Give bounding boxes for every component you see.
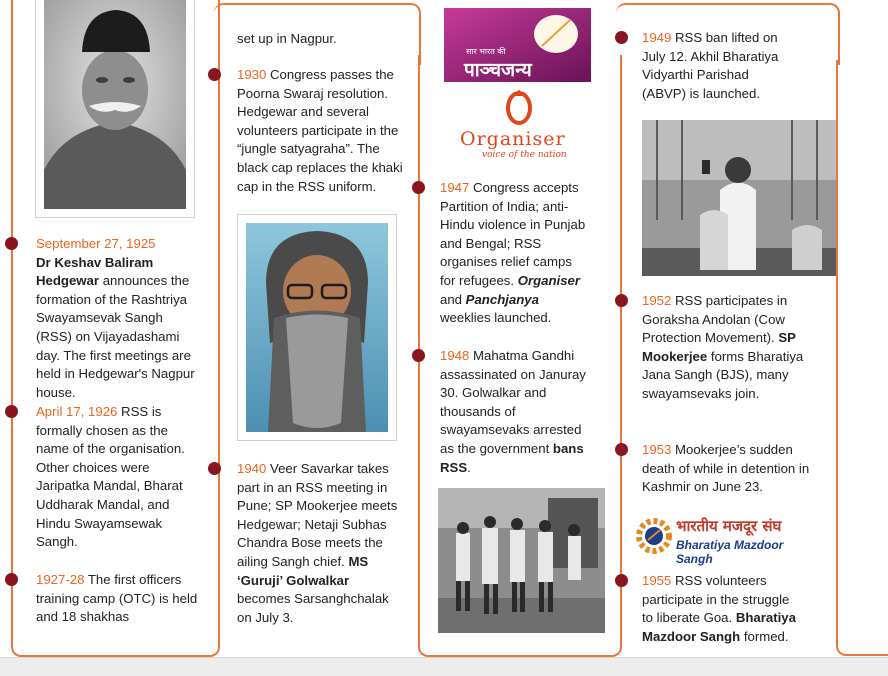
event-desc-mid: and <box>440 291 466 307</box>
event-desc-end: becomes Sarsanghchalak on July 3. <box>237 591 389 625</box>
organiser-tagline: voice of the nation <box>482 150 567 160</box>
organiser-logo <box>446 86 591 166</box>
event-1930 <box>237 66 403 196</box>
timeline-dot-1925 <box>5 237 18 250</box>
event-highlight: bans RSS <box>440 440 584 475</box>
event-publication: Organiser <box>517 272 581 288</box>
timeline-dot-1953 <box>615 443 628 456</box>
bms-logo <box>634 514 814 566</box>
gear-icon <box>634 514 674 560</box>
event-desc: RSS ban lifted on July 12. Akhil Bharatiya Vidyarthi Parishad (ABVP) is launched. <box>642 30 779 101</box>
organiser-name: Organiser <box>460 128 566 150</box>
timeline-dot-1927 <box>5 573 18 586</box>
bms-english-name: Bharatiya Mazdoor Sangh <box>676 538 784 566</box>
hedgewar-photo <box>44 0 186 209</box>
event-1927 <box>36 571 198 627</box>
event-desc-end: . <box>467 459 471 475</box>
event-1926 <box>36 403 198 552</box>
event-date: September 27, 1925 <box>36 236 156 251</box>
event-person: MS ‘Guruji’ Golwalkar <box>237 553 369 588</box>
event-date: 1949 <box>642 30 672 45</box>
event-1940 <box>237 460 401 627</box>
event-person: SP Mookerjee <box>642 330 796 364</box>
event-desc: Veer Savarkar takes part in an RSS meeting in Pune; SP Mookerjee meets Hedgewar; Netaji Subhas Chandra Bose meets the ailing Sangh chief. <box>237 461 398 569</box>
timeline-dot-1949 <box>615 31 628 44</box>
panchjanya-logo <box>444 8 591 82</box>
page-footer-band <box>0 657 888 676</box>
event-desc-end: formed. <box>740 628 789 644</box>
event-desc: RSS is formally chosen as the name of the organisation. Other choices were Jaripatka Mandal, Bharat Uddharak Mandal, and Hindu Swayamsewak Sangh. <box>36 404 185 550</box>
panchjanya-name: पाञ्चजन्य <box>464 59 532 81</box>
event-date: 1927-28 <box>36 572 85 587</box>
timeline-dot-1955 <box>615 574 628 587</box>
event-date: 1930 <box>237 67 267 82</box>
event-desc: Congress accepts Partition of India; anti-Hindu violence in Punjab and Bengal; RSS organises relief camps for refugees. <box>440 180 586 288</box>
rss-volunteers-photo <box>438 488 605 633</box>
event-1948 <box>440 347 590 477</box>
event-desc: RSS participates in Goraksha Andolan (Cow Protection Movement). <box>642 293 788 346</box>
event-desc: The first officers training camp (OTC) is held and 18 shakhas <box>36 572 198 625</box>
timeline-dot-1926 <box>5 405 18 418</box>
timeline-dot-1947 <box>412 181 425 194</box>
event-person: Dr Keshav Baliram Hedgewar <box>36 254 154 289</box>
event-date: 1955 <box>642 573 672 588</box>
event-1952 <box>642 292 808 404</box>
mookerjee-speech-photo <box>642 120 836 276</box>
event-desc-end: weeklies launched. <box>440 310 552 326</box>
event-desc: Congress passes the Poorna Swaraj resolution. Hedgewar and several volunteers participate in the “jungle satyagraha”. The black cap replaces the khaki cap in the RSS uniform. <box>237 67 403 194</box>
timeline-dot-1940 <box>208 462 221 475</box>
bms-hindi-name: भारतीय मजदूर संघ <box>676 517 782 535</box>
event-desc: Mahatma Gandhi assassinated on Januray 30. Golwalkar and thousands of swayamsevaks arrested as the government <box>440 348 586 456</box>
event-desc: RSS volunteers participate in the struggle to liberate Goa. <box>642 573 790 626</box>
event-desc-end: forms Bharatiya Jana Sangh (BJS), many swayamsevaks join. <box>642 348 804 401</box>
event-date: 1952 <box>642 293 672 308</box>
event-1953 <box>642 441 812 497</box>
event-desc: announces the formation of the Rashtriya Swayamsevak Sangh (RSS) on Vijayadashami day. The first meetings are held in Hedgewar's Nagpur house. <box>36 273 195 400</box>
hedgewar-portrait <box>35 0 195 218</box>
timeline-dot-1930 <box>208 68 221 81</box>
event-1947 <box>440 179 590 328</box>
event-date: 1953 <box>642 442 672 457</box>
timeline-dot-1952 <box>615 294 628 307</box>
event-organisation: Bharatiya Mazdoor Sangh <box>642 610 796 644</box>
panchjanya-tag: सार भारत की <box>466 47 506 56</box>
event-1949 <box>642 29 792 103</box>
event-1927-continued: set up in Nagpur. <box>237 31 337 46</box>
golwalkar-portrait <box>237 214 397 441</box>
timeline-line-col5 <box>836 60 888 656</box>
event-date: 1940 <box>237 461 267 476</box>
golwalkar-photo <box>246 223 388 432</box>
event-1955 <box>642 572 802 646</box>
organiser-o-icon <box>504 86 534 126</box>
timeline-dot-1948 <box>412 349 425 362</box>
event-desc: Mookerjee’s sudden death of while in detention in Kashmir on June 23. <box>642 442 810 495</box>
event-date: 1948 <box>440 348 470 363</box>
event-date: 1947 <box>440 180 470 195</box>
event-date: April 17, 1926 <box>36 404 118 419</box>
event-1925 <box>36 235 202 402</box>
event-publication: Panchjanya <box>465 291 539 307</box>
